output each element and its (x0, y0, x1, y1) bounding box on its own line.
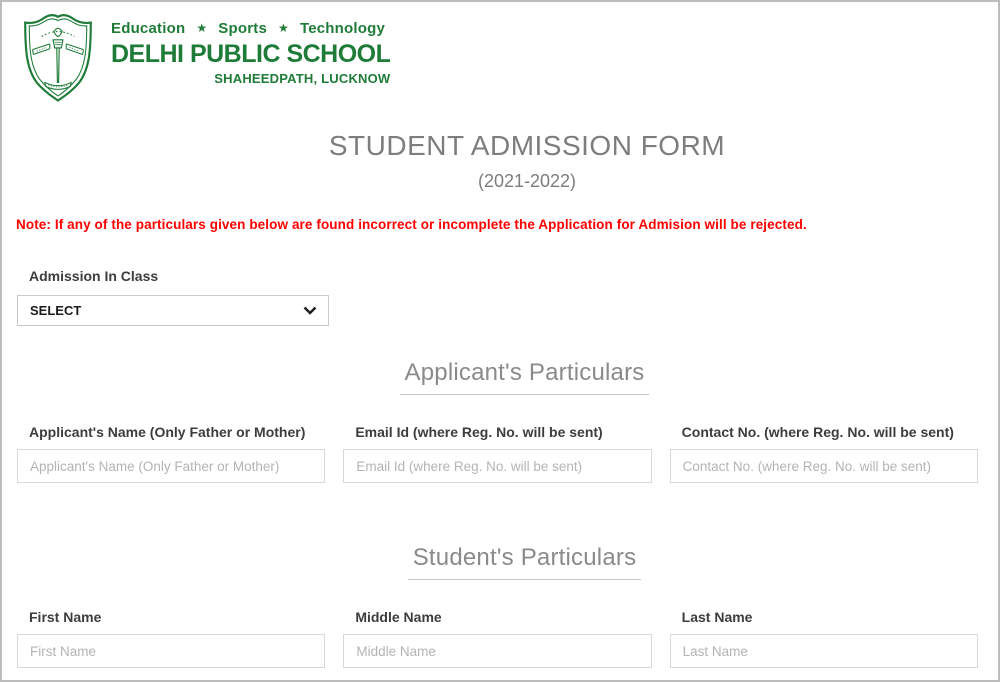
applicant-name-label: Applicant's Name (Only Father or Mother) (29, 424, 306, 440)
admission-class-select[interactable] (17, 295, 329, 326)
admission-class-select-wrap (17, 295, 329, 326)
title-block (56, 130, 998, 192)
admission-class-label: Admission In Class (29, 268, 159, 284)
middle-name-input[interactable] (343, 634, 651, 668)
applicant-name-input[interactable] (17, 449, 325, 483)
rejection-note: Note: If any of the particulars given below are found incorrect or incomplete the Application for Admision will be rejected. (16, 217, 807, 232)
contact-no-input[interactable] (670, 449, 978, 483)
students-particulars-section (17, 544, 978, 668)
brand-text-block (111, 10, 390, 86)
applicant-inputs-row (17, 449, 978, 483)
form-area (2, 268, 998, 668)
section-heading-row (71, 544, 978, 580)
last-name-label: Last Name (681, 609, 753, 625)
last-name-input[interactable] (670, 634, 978, 668)
section-heading-row (71, 359, 978, 395)
section-heading: Applicant's Particulars (400, 359, 650, 395)
star-icon: ★ (278, 20, 289, 35)
session-year: (2021-2022) (477, 171, 577, 191)
student-inputs-row (17, 634, 978, 668)
school-crest-logo (17, 10, 99, 104)
school-name: DELHI PUBLIC SCHOOL (111, 40, 391, 68)
page-title: STUDENT ADMISSION FORM (328, 130, 726, 161)
school-header (2, 2, 998, 104)
tagline-word: Education (111, 20, 186, 37)
first-name-input[interactable] (17, 634, 325, 668)
email-id-label: Email Id (where Reg. No. will be sent) (355, 424, 603, 440)
star-icon: ★ (196, 20, 208, 35)
email-id-input[interactable] (343, 449, 651, 483)
tagline-word: Technology (299, 20, 386, 37)
first-name-label: First Name (29, 609, 102, 625)
section-heading: Student's Particulars (408, 544, 642, 580)
middle-name-label: Middle Name (355, 609, 442, 625)
student-labels-row (17, 609, 978, 625)
school-location: SHAHEEDPATH, LUCKNOW (214, 71, 391, 86)
tagline-word: Sports (218, 20, 267, 37)
contact-no-label: Contact No. (where Reg. No. will be sent) (681, 424, 954, 440)
brand-tagline (111, 20, 390, 37)
applicant-labels-row (17, 424, 978, 440)
applicants-particulars-section (17, 359, 978, 483)
